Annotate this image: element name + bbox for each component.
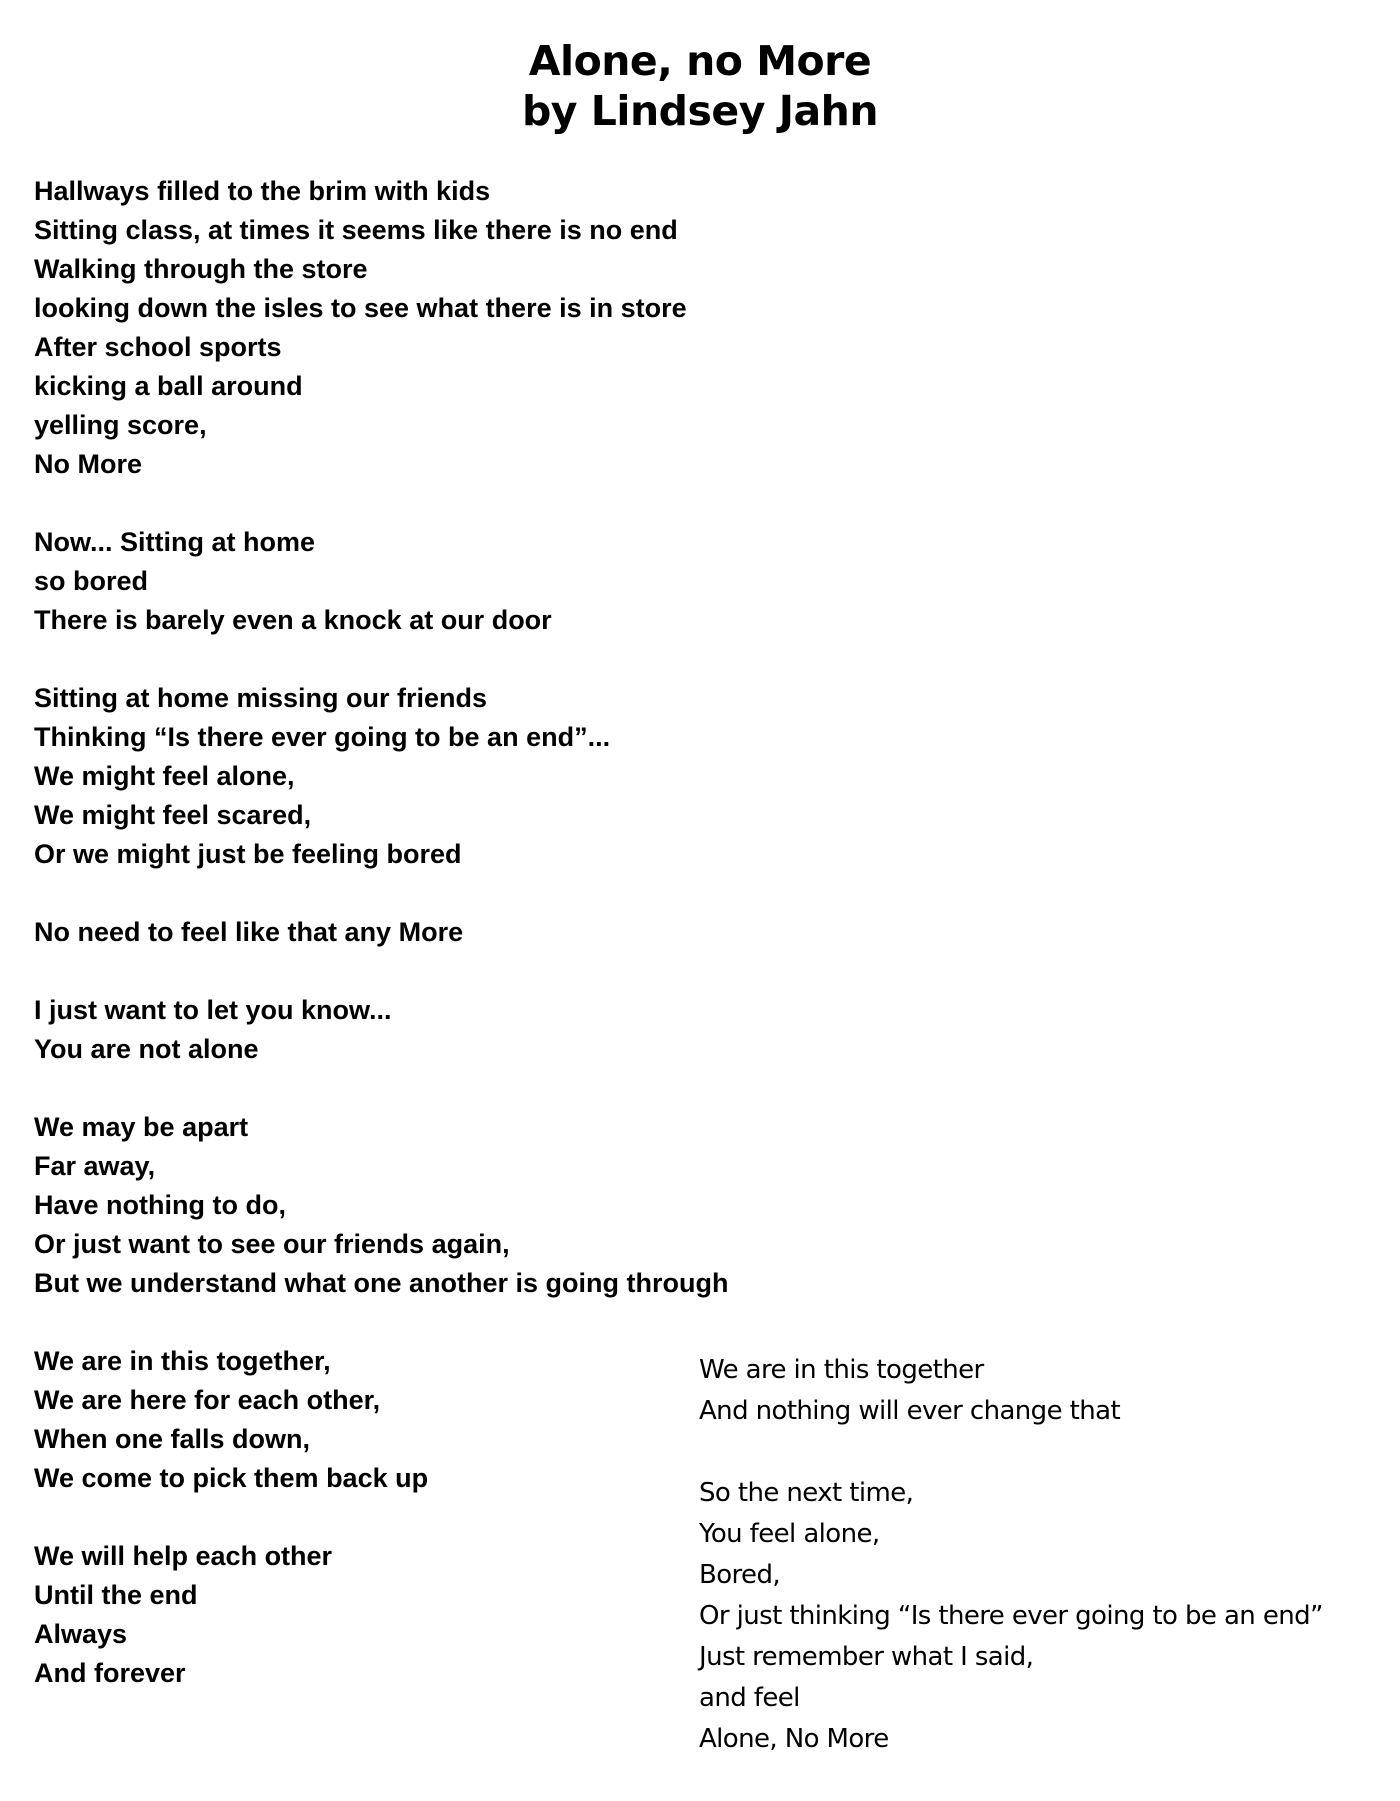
poem-line: And nothing will ever change that <box>699 1396 1121 1426</box>
poem-line: You are not alone <box>34 1034 259 1064</box>
poem-line: Have nothing to do, <box>34 1190 286 1220</box>
poem-line: We might feel alone, <box>34 761 295 791</box>
poem-line: Always <box>34 1619 128 1649</box>
poem-line: looking down the isles to see what there is in store <box>34 293 687 323</box>
stanza <box>699 1473 1389 1760</box>
poem-line: Bored, <box>699 1560 781 1590</box>
poem-right-column <box>699 1350 1389 1801</box>
poem-line: Now... Sitting at home <box>34 527 315 557</box>
poem-line: We are here for each other, <box>34 1385 381 1415</box>
poem-line: and feel <box>699 1683 800 1713</box>
poem-line: Just remember what I said, <box>699 1642 1034 1672</box>
poem-line: Thinking “Is there ever going to be an end”... <box>34 722 611 752</box>
poem-line: Or just want to see our friends again, <box>34 1229 510 1259</box>
stanza <box>34 1537 794 1693</box>
poem-line: Sitting at home missing our friends <box>34 683 488 713</box>
poem-line: yelling score, <box>34 410 207 440</box>
poem-line: We are in this together, <box>34 1346 331 1376</box>
poem-line: We are in this together <box>699 1355 984 1385</box>
stanza <box>34 1342 794 1498</box>
poem-line: so bored <box>34 566 149 596</box>
stanza <box>34 913 794 952</box>
stanza <box>699 1350 1389 1432</box>
poem-header <box>0 36 1400 136</box>
poem-line: No need to feel like that any More <box>34 917 464 947</box>
poem-line: After school sports <box>34 332 282 362</box>
poem-line: Alone, No More <box>699 1724 889 1754</box>
poem-line: We will help each other <box>34 1541 333 1571</box>
poem-line: There is barely even a knock at our door <box>34 605 552 635</box>
poem-line: Far away, <box>34 1151 156 1181</box>
stanza <box>34 679 794 874</box>
poem-line: When one falls down, <box>34 1424 310 1454</box>
poem-line: Or just thinking “Is there ever going to be an end” <box>699 1601 1323 1631</box>
poem-title: Alone, no More <box>528 37 872 85</box>
poem-line: But we understand what one another is going through <box>34 1268 729 1298</box>
poem-line: Hallways filled to the brim with kids <box>34 176 491 206</box>
poem-line: Until the end <box>34 1580 198 1610</box>
poem-line: So the next time, <box>699 1478 914 1508</box>
poem-line: We might feel scared, <box>34 800 312 830</box>
poem-byline: by Lindsey Jahn <box>521 87 879 135</box>
poem-line: You feel alone, <box>699 1519 880 1549</box>
poem-left-column <box>34 172 794 1732</box>
poem-line: And forever <box>34 1658 186 1688</box>
stanza <box>34 523 794 640</box>
poem-line: kicking a ball around <box>34 371 303 401</box>
poem-line: Sitting class, at times it seems like there is no end <box>34 215 678 245</box>
poem-line: We may be apart <box>34 1112 249 1142</box>
poem-line: Walking through the store <box>34 254 368 284</box>
poem-line: Or we might just be feeling bored <box>34 839 462 869</box>
poem-line: We come to pick them back up <box>34 1463 429 1493</box>
stanza <box>34 172 794 484</box>
poem-line: I just want to let you know... <box>34 995 392 1025</box>
stanza <box>34 1108 794 1303</box>
stanza <box>34 991 794 1069</box>
poem-line: No More <box>34 449 142 479</box>
